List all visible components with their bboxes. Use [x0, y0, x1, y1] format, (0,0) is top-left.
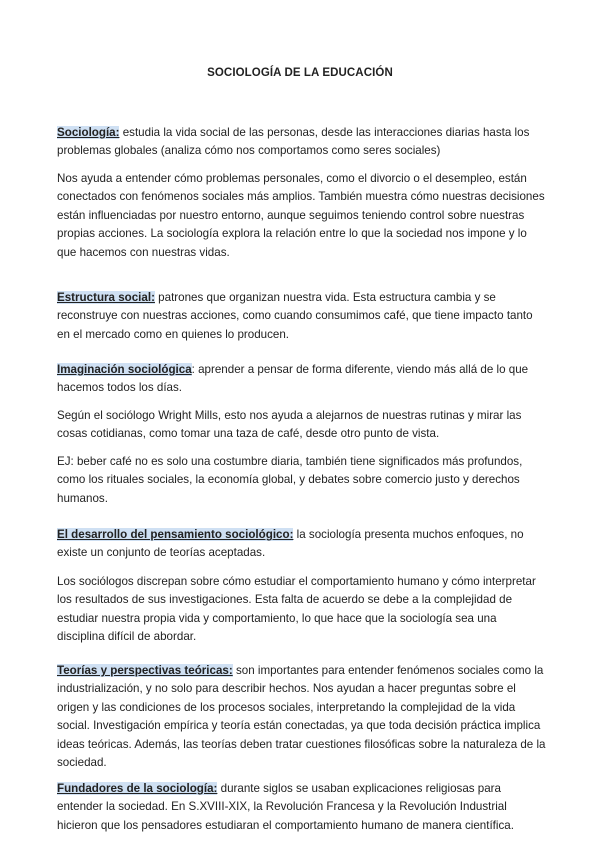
section-term: Imaginación sociológica — [57, 363, 192, 376]
section-intro — [57, 361, 547, 398]
section-term: Teorías y perspectivas teóricas: — [57, 664, 233, 677]
section-imaginacion-sociologica — [57, 361, 547, 398]
section-intro — [57, 124, 547, 161]
paragraph: EJ: beber café no es solo una costumbre diaria, también tiene significados más profundos, como los rituales sociales, la economía global, y debates sobre comercio justo y derechos humanos. — [57, 455, 523, 505]
section-term: El desarrollo del pensamiento sociológico: — [57, 528, 294, 541]
section-sociologia — [57, 124, 547, 161]
section-teorias — [57, 662, 547, 772]
section-imaginacion-paragraph-1 — [57, 407, 547, 444]
section-intro — [57, 289, 547, 344]
section-intro — [57, 526, 547, 563]
section-intro — [57, 662, 547, 772]
section-term: Estructura social: — [57, 291, 155, 304]
paragraph: Según el sociólogo Wright Mills, esto nos ayuda a alejarnos de nuestras rutinas y mirar las cosas cotidianas, como tomar una taza de café, desde otro punto de vista. — [57, 409, 522, 441]
paragraph: Los sociólogos discrepan sobre cómo estudiar el comportamiento humano y cómo interpretar los resultados de sus investigaciones. Esta falta de acuerdo se debe a la complejidad de estudiar nuestra propia vida y comportamiento, lo que hace que la sociología sea una disciplina difícil de abordar. — [57, 575, 536, 644]
section-intro-text: durante siglos se usaban explicaciones religiosas para entender la sociedad. En S.XVIII-XIX, la Revolución Francesa y la Revolución Industrial hicieron que los pensadores estudiaran el comportamiento humano de manera científica. — [57, 782, 514, 832]
section-term: Fundadores de la sociología: — [57, 782, 218, 795]
section-fundadores — [57, 780, 547, 835]
section-term: Sociología: — [57, 126, 120, 139]
section-sociologia-paragraph — [57, 170, 547, 262]
section-intro-text: son importantes para entender fenómenos sociales como la industrialización, y no solo para describir hechos. Nos ayudan a hacer preguntas sobre el origen y las condiciones de los procesos sociales, interpretando la complejidad de la vida social. Investigación empírica y teoría están conectadas, ya que toda decisión práctica implica ideas teóricas. Además, las teorías deben tratar cuestiones filosóficas sobre la naturaleza de la sociedad. — [57, 664, 546, 770]
paragraph: Nos ayuda a entender cómo problemas personales, como el divorcio o el desempleo, están conectados con fenómenos sociales más amplios. También muestra cómo nuestras decisiones están influenciadas por nuestro entorno, aunque seguimos teniendo control sobre nuestras propias acciones. La sociología explora la relación entre lo que la sociedad nos impone y lo que hacemos con nuestras vidas. — [57, 172, 545, 259]
section-estructura-social — [57, 289, 547, 344]
section-intro-text: estudia la vida social de las personas, desde las interacciones diarias hasta los problemas globales (analiza cómo nos comportamos como seres sociales) — [57, 126, 530, 158]
page-title: SOCIOLOGÍA DE LA EDUCACIÓN — [207, 67, 393, 79]
section-desarrollo-paragraph — [57, 573, 547, 647]
section-intro — [57, 780, 547, 835]
section-intro-text: : aprender a pensar de forma diferente, viendo más allá de lo que hacemos todos los días. — [57, 363, 529, 395]
section-desarrollo-pensamiento — [57, 526, 547, 563]
section-imaginacion-paragraph-2 — [57, 453, 547, 508]
section-intro-text: la sociología presenta muchos enfoques, no existe un conjunto de teorías aceptadas. — [57, 528, 524, 560]
section-intro-text: patrones que organizan nuestra vida. Esta estructura cambia y se reconstruye con nuestras acciones, como cuando consumimos café, que tiene impacto tanto en el mercado como en quienes lo producen. — [57, 291, 533, 341]
